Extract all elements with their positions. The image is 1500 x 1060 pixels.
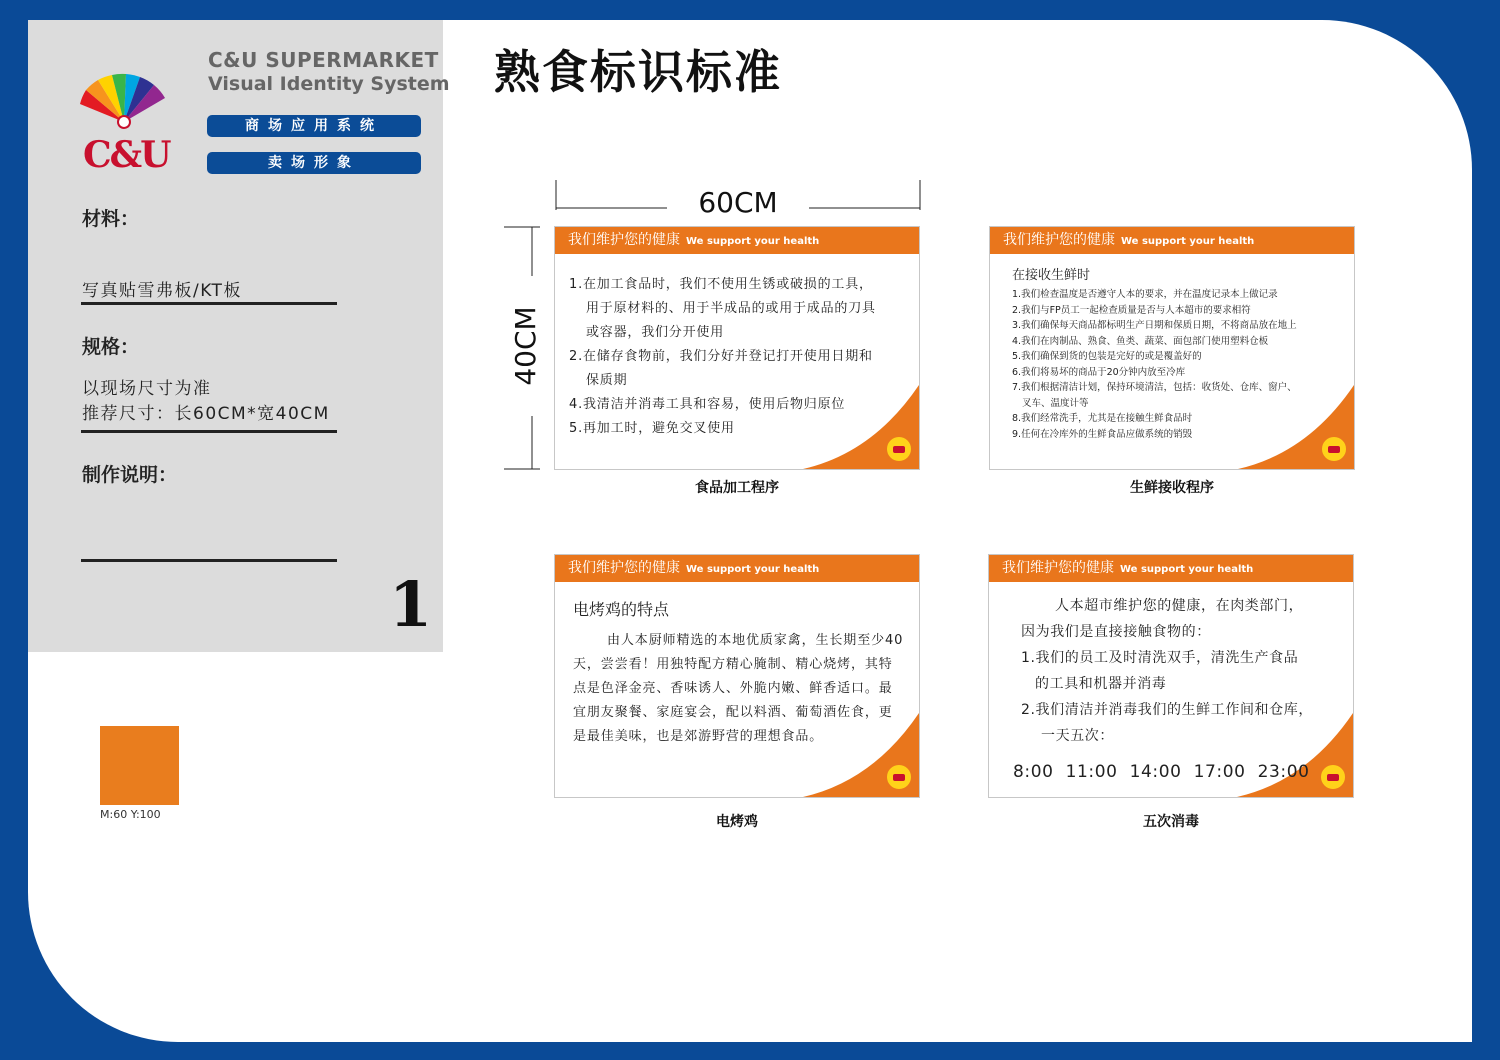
- card-caption: 食品加工程序: [695, 480, 779, 496]
- width-dimension: [555, 180, 921, 219]
- sign-card-roast-chicken: [554, 554, 920, 798]
- card-caption: 生鲜接收程序: [1130, 480, 1214, 496]
- sign-card-five-disinfections: [988, 554, 1354, 798]
- spec-size: 推荐尺寸：长60CM*宽40CM: [82, 404, 330, 424]
- swatch-label: M:60 Y:100: [100, 808, 161, 821]
- page-title: 熟食标识标准: [494, 45, 782, 99]
- material-value: 写真贴雪弗板/KT板: [82, 281, 242, 301]
- width-label: 60CM: [667, 186, 809, 219]
- section-pill: 卖场形象: [207, 152, 421, 174]
- notes-label: 制作说明：: [82, 464, 178, 486]
- card-header: 我们维护您的健康 We support your health: [555, 555, 919, 582]
- sign-card-food-processing: [554, 226, 920, 470]
- color-swatch: [100, 726, 179, 805]
- brand-subtitle: Visual Identity System: [208, 73, 450, 95]
- divider: [81, 302, 337, 305]
- height-dimension: [504, 226, 544, 470]
- card-text: 在接收生鲜时 1.我们检查温度是否遵守人本的要求，并在温度记录本上做记录 2.我们与FP员工一起检查质量是否与人本超市的要求相符 3.我们确保每天商品都标明生产日期和保质日期，不将商品放在地上 4.我们在肉制品、熟食、鱼类、蔬菜、面包部门使用塑料仓板 5.我们确保到货的包装是完好的或是覆盖好的 6.我们将易坏的商品于20分钟内放至冷库 7.我们根据清洁计划，保持环境清洁，包括：收货处、仓库、窗户、 叉车、温度计等 8.我们经常洗手，尤其是在接触生鲜食品时 9.任何在冷库外的生鲜食品应做系统的销毁: [1012, 268, 1297, 440]
- page-number: 1: [389, 568, 433, 641]
- sign-card-fresh-receiving: [989, 226, 1355, 470]
- material-label: 材料：: [82, 208, 140, 230]
- system-pill: 商场应用系统: [207, 115, 421, 137]
- card-text: 电烤鸡的特点 由人本厨师精选的本地优质家禽，生长期至少40天，尝尝看！用独特配方精心腌制、精心烧烤，其特点是色泽金亮、香味诱人、外脆内嫩、鲜香适口。最宜朋友聚餐、家庭宴会，配以料酒、葡萄酒佐食，更是最佳美味，也是郊游野营的理想食品。: [573, 600, 904, 744]
- card-header: 我们维护您的健康 We support your health: [990, 227, 1354, 254]
- card-text: 1.在加工食品时，我们不使用生锈或破损的工具， 用于原材料的、用于半成品的或用于成品的刀具 或容器，我们分开使用 2.在储存食物前，我们分好并登记打开使用日期和 保质期 4.我清洁并消毒工具和容易，使用后物归原位 5.再加工时，避免交叉使用: [569, 277, 876, 436]
- divider: [81, 430, 337, 433]
- card-header: 我们维护您的健康 We support your health: [555, 227, 919, 254]
- page-frame: [28, 20, 1472, 1042]
- divider: [81, 559, 337, 562]
- cu-badge-icon: [885, 763, 913, 791]
- logo-wordmark: C&U: [83, 134, 170, 176]
- spec-line: 以现场尺寸为准: [82, 379, 212, 399]
- card-caption: 五次消毒: [1143, 814, 1199, 830]
- disinfection-times: 8:00 11:00 14:00 17:00 23:00: [1013, 762, 1310, 782]
- card-header: 我们维护您的健康 We support your health: [989, 555, 1353, 582]
- brand-name: C&U SUPERMARKET: [208, 48, 439, 72]
- sidebar-panel: [28, 20, 450, 652]
- height-label: 40CM: [512, 276, 540, 416]
- card-caption: 电烤鸡: [716, 814, 758, 830]
- spec-label: 规格：: [82, 336, 140, 358]
- card-text: 人本超市维护您的健康，在肉类部门， 因为我们是直接接触食物的： 1.我们的员工及时清洗双手，清洗生产食品 的工具和机器并消毒 2.我们清洁并消毒我们的生鲜工作间和仓库， 一天五次： 8:00 11:00 14:00 17:00 23:00: [1021, 593, 1343, 785]
